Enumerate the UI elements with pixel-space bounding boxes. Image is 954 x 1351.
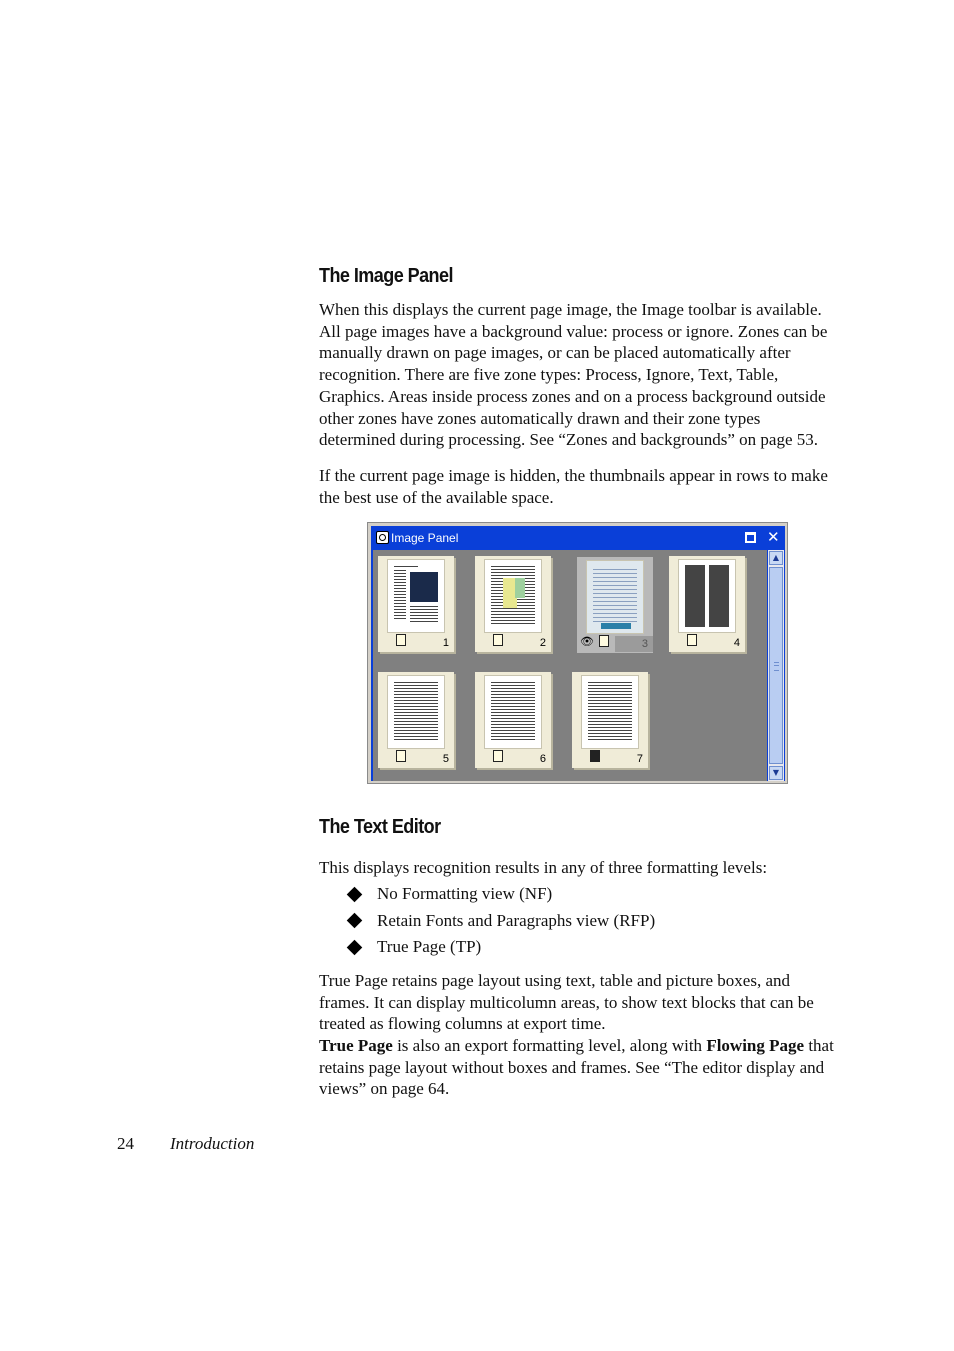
scroll-down-icon[interactable]: ▼	[769, 766, 783, 780]
thumbnail-number: 5	[442, 753, 449, 765]
thumbnail-page-2[interactable]	[475, 556, 551, 652]
thumbnail-page-5[interactable]	[378, 672, 454, 768]
diamond-bullet-icon	[347, 939, 363, 955]
running-footer-section: Introduction	[170, 1134, 255, 1153]
edit-page-icon	[687, 634, 697, 646]
thumbnail-area	[373, 550, 767, 781]
list-item: Retain Fonts and Paragraphs view (RFP)	[346, 908, 655, 935]
save-icon	[590, 750, 600, 762]
page-icon	[493, 750, 503, 762]
page-preview	[484, 675, 542, 749]
ocr-eye-page-icon	[599, 635, 609, 647]
image-panel-icon	[376, 531, 389, 544]
scroll-up-icon[interactable]: ▲	[769, 551, 783, 565]
list-item: True Page (TP)	[346, 934, 655, 961]
thumbnail-number: 6	[539, 753, 546, 765]
paragraph-text-editor-intro: This displays recognition results in any of three formatting levels:	[319, 858, 768, 877]
diamond-bullet-icon	[347, 886, 363, 902]
ocr-page-icon	[493, 634, 503, 646]
page-preview	[678, 559, 736, 633]
paragraph-text-editor-2: True Page is also an export formatting level, along with Flowing Page that retains page layout without boxes and frames. See “The editor display and views” on page 64.	[319, 1036, 834, 1099]
page-preview	[484, 559, 542, 633]
paragraph-text-editor-1: True Page retains page layout using text, table and picture boxes, and frames. It can display multicolumn areas, to show text blocks that can be treated as flowing columns at export time.	[319, 971, 814, 1034]
page-preview	[387, 559, 445, 633]
image-panel-window	[367, 522, 788, 784]
thumbnail-number: 1	[442, 637, 449, 649]
scroll-thumb[interactable]	[769, 567, 783, 764]
vertical-scrollbar[interactable]	[768, 550, 784, 781]
page-preview	[586, 560, 644, 634]
maximize-button[interactable]	[745, 532, 756, 543]
paragraph-image-panel-1: When this displays the current page image, the Image toolbar is available. All page images have a background value: process or ignore. Zones can be manually drawn on page images, or can be placed automatically after recognition. There are five zone types: Process, Ignore, Text, Table, Graphics. Areas inside process zones and on a process background outside other zones have zones automatically drawn and their zone types determined during processing. See “Zones and backgrounds” on page 53.	[319, 300, 828, 450]
thumbnail-page-4[interactable]	[669, 556, 745, 652]
page-preview	[581, 675, 639, 749]
formatting-levels-list	[346, 881, 655, 961]
list-item: No Formatting view (NF)	[346, 881, 655, 908]
window-title: Image Panel	[391, 531, 459, 545]
thumbnail-number: 3	[641, 638, 648, 650]
page-icon	[396, 634, 406, 646]
section-heading-text-editor: The Text Editor	[319, 816, 441, 838]
thumbnail-number: 2	[539, 637, 546, 649]
page-preview	[387, 675, 445, 749]
thumbnail-page-3[interactable]	[577, 557, 653, 653]
thumbnail-page-7[interactable]	[572, 672, 648, 768]
thumbnail-number: 7	[636, 753, 643, 765]
window-titlebar[interactable]	[371, 526, 785, 550]
section-heading-image-panel: The Image Panel	[319, 265, 453, 287]
thumbnail-number: 4	[733, 637, 740, 649]
thumbnail-page-6[interactable]	[475, 672, 551, 768]
paragraph-image-panel-2: If the current page image is hidden, the thumbnails appear in rows to make the best use of the available space.	[319, 466, 828, 507]
eye-icon: 👁	[580, 636, 594, 648]
page-number: 24	[117, 1134, 134, 1153]
edit-page-icon	[396, 750, 406, 762]
thumbnail-page-1[interactable]	[378, 556, 454, 652]
diamond-bullet-icon	[347, 913, 363, 929]
close-button[interactable]: ✕	[767, 529, 780, 546]
